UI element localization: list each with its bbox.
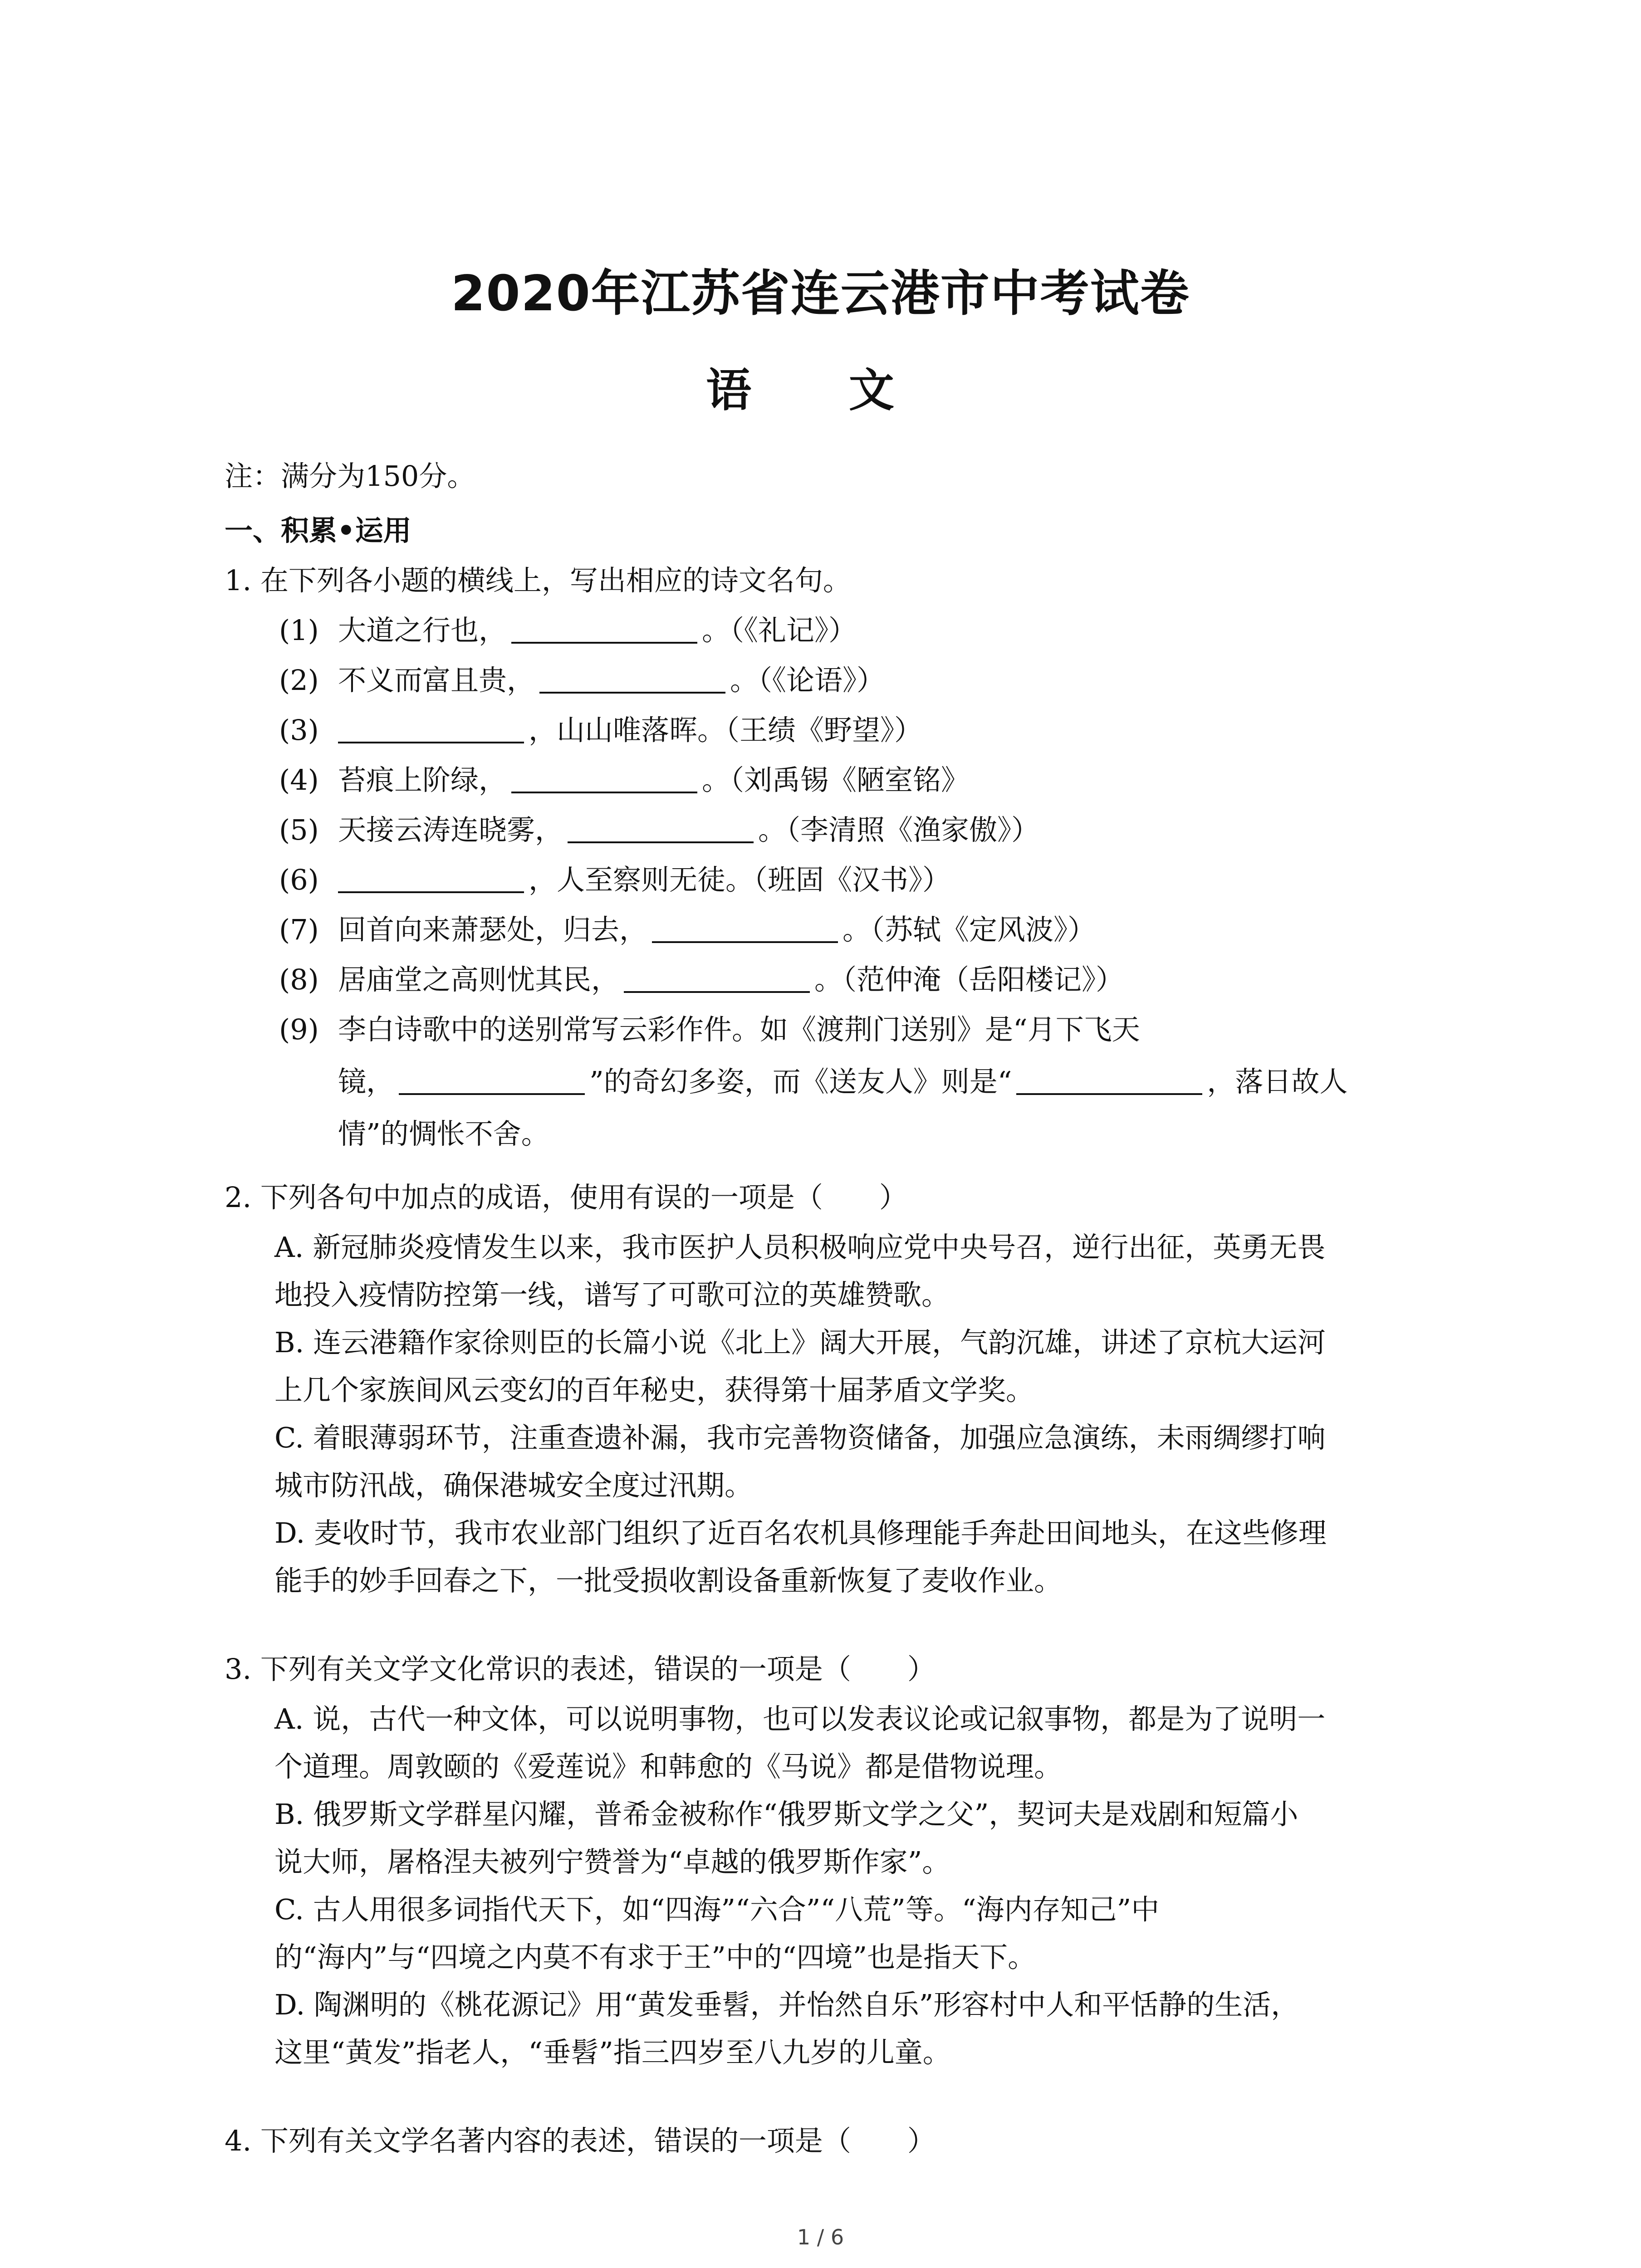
q2-option-b: B. 连云港籍作家徐则臣的长篇小说《北上》阔大开展，气韵沉雄，讲述了京杭大运河 xyxy=(274,1326,1326,1359)
item-text-after: 。（苏轼《定风波》） xyxy=(843,913,1096,946)
item-number: (1) xyxy=(279,614,319,647)
item-number: (8) xyxy=(279,963,319,996)
item-text: ，落日故人 xyxy=(1207,1065,1348,1098)
item-text-before: 天接云涛连晓雾， xyxy=(338,813,563,846)
q2-option-c-cont: 城市防汛战，确保港城安全度过汛期。 xyxy=(274,1469,753,1502)
q3-option-b-cont: 说大师，屠格涅夫被列宁赞誉为“卓越的俄罗斯作家”。 xyxy=(274,1845,950,1878)
q1-item-5 xyxy=(279,812,1039,848)
item-text-after: 。（《礼记》） xyxy=(702,614,857,647)
page-title: 2020年江苏省连云港市中考试卷 xyxy=(451,265,1190,322)
question-4-stem: 4. 下列有关文学名著内容的表述，错误的一项是（ ） xyxy=(225,2124,936,2157)
item-number: (4) xyxy=(279,763,319,797)
item-text-after: ，人至察则无徒。（班固《汉书》） xyxy=(529,863,951,896)
answer-blank[interactable] xyxy=(511,764,697,793)
item-text: 镜， xyxy=(338,1065,395,1098)
q1-item-1 xyxy=(279,612,857,649)
q2-option-a: A. 新冠肺炎疫情发生以来，我市医护人员积极响应党中央号召，逆行出征，英勇无畏 xyxy=(274,1231,1326,1264)
item-text-before: 大道之行也， xyxy=(338,614,507,647)
q3-option-c-cont: 的“海内”与“四境之内莫不有求于王”中的“四境”也是指天下。 xyxy=(274,1941,1036,1974)
question-1-stem: 1. 在下列各小题的横线上，写出相应的诗文名句。 xyxy=(225,564,851,597)
answer-blank[interactable] xyxy=(511,615,697,644)
q1-item-4 xyxy=(279,762,969,798)
item-text: 李白诗歌中的送别常写云彩作件。如《渡荆门送别》是“月下飞天 xyxy=(338,1013,1140,1046)
page-number: 1 / 6 xyxy=(797,2225,844,2249)
q1-item-9 xyxy=(279,1012,1140,1048)
q1-item-2 xyxy=(279,662,885,699)
item-text-after: 。（刘禹锡《陋室铭》 xyxy=(702,763,970,797)
item-number: (6) xyxy=(279,863,319,896)
q1-item-9-line-2 xyxy=(338,1064,1347,1100)
item-text-after: 。（《论语》） xyxy=(730,664,885,697)
q1-item-9-line-3: 情”的惆怅不舍。 xyxy=(338,1117,549,1150)
item-number: (2) xyxy=(279,664,319,697)
answer-blank[interactable] xyxy=(568,814,754,843)
item-text-before: 不义而富且贵， xyxy=(338,664,535,697)
answer-blank[interactable] xyxy=(399,1066,585,1095)
q1-item-8 xyxy=(279,962,1124,998)
item-number: (7) xyxy=(279,913,319,946)
item-text-before: 回首向来萧瑟处，归去， xyxy=(338,913,648,946)
q3-option-b: B. 俄罗斯文学群星闪耀，普希金被称作“俄罗斯文学之父”，契诃夫是戏剧和短篇小 xyxy=(274,1798,1298,1831)
item-number: (3) xyxy=(279,714,319,747)
q1-item-3 xyxy=(279,712,922,748)
q3-option-c: C. 古人用很多词指代天下，如“四海”“六合”“八荒”等。“海内存知己”中 xyxy=(274,1893,1160,1926)
q2-option-d-cont: 能手的妙手回春之下，一批受损收割设备重新恢复了麦收作业。 xyxy=(274,1564,1063,1597)
score-note: 注：满分为150分。 xyxy=(225,459,475,493)
item-text-before: 居庙堂之高则忧其民， xyxy=(338,963,620,996)
item-text-after: 。（范仲淹（岳阳楼记》） xyxy=(814,963,1124,996)
q2-option-b-cont: 上几个家族间风云变幻的百年秘史，获得第十届茅盾文学奖。 xyxy=(274,1374,1034,1407)
answer-blank[interactable] xyxy=(338,864,524,893)
q1-item-7 xyxy=(279,912,1096,948)
answer-blank[interactable] xyxy=(539,665,725,694)
item-text-after: 。（李清照《渔家傲》） xyxy=(758,813,1040,846)
subject-title: 语 文 xyxy=(706,364,935,417)
item-text: ”的奇幻多姿，而《送友人》则是“ xyxy=(589,1065,1012,1098)
q2-option-a-cont: 地投入疫情防控第一线，谱写了可歌可泣的英雄赞歌。 xyxy=(274,1278,950,1311)
item-text-after: ，山山唯落晖。（王绩《野望》） xyxy=(529,714,923,747)
section-heading: 一、积累•运用 xyxy=(225,514,411,547)
q3-option-d-cont: 这里“黄发”指老人，“垂髫”指三四岁至八九岁的儿童。 xyxy=(274,2036,951,2069)
question-3-stem: 3. 下列有关文学文化常识的表述，错误的一项是（ ） xyxy=(225,1652,936,1686)
item-number: (5) xyxy=(279,813,319,846)
q3-option-d: D. 陶渊明的《桃花源记》用“黄发垂髫，并怡然自乐”形容村中人和平恬静的生活， xyxy=(274,1988,1299,2021)
answer-blank[interactable] xyxy=(624,964,810,993)
q2-option-d: D. 麦收时节，我市农业部门组织了近百名农机具修理能手奔赴田间地头，在这些修理 xyxy=(274,1516,1327,1549)
q3-option-a-cont: 个道理。周敦颐的《爱莲说》和韩愈的《马说》都是借物说理。 xyxy=(274,1750,1063,1783)
answer-blank[interactable] xyxy=(652,914,838,943)
answer-blank[interactable] xyxy=(338,714,524,743)
question-2-stem: 2. 下列各句中加点的成语，使用有误的一项是（ ） xyxy=(225,1181,907,1214)
q1-item-6 xyxy=(279,862,950,898)
item-text-before: 苔痕上阶绿， xyxy=(338,763,507,797)
answer-blank[interactable] xyxy=(1016,1066,1202,1095)
q3-option-a: A. 说，古代一种文体，可以说明事物，也可以发表议论或记叙事物，都是为了说明一 xyxy=(274,1702,1326,1735)
q2-option-c: C. 着眼薄弱环节，注重查遗补漏，我市完善物资储备，加强应急演练，未雨绸缪打响 xyxy=(274,1421,1326,1454)
item-number: (9) xyxy=(279,1013,319,1046)
